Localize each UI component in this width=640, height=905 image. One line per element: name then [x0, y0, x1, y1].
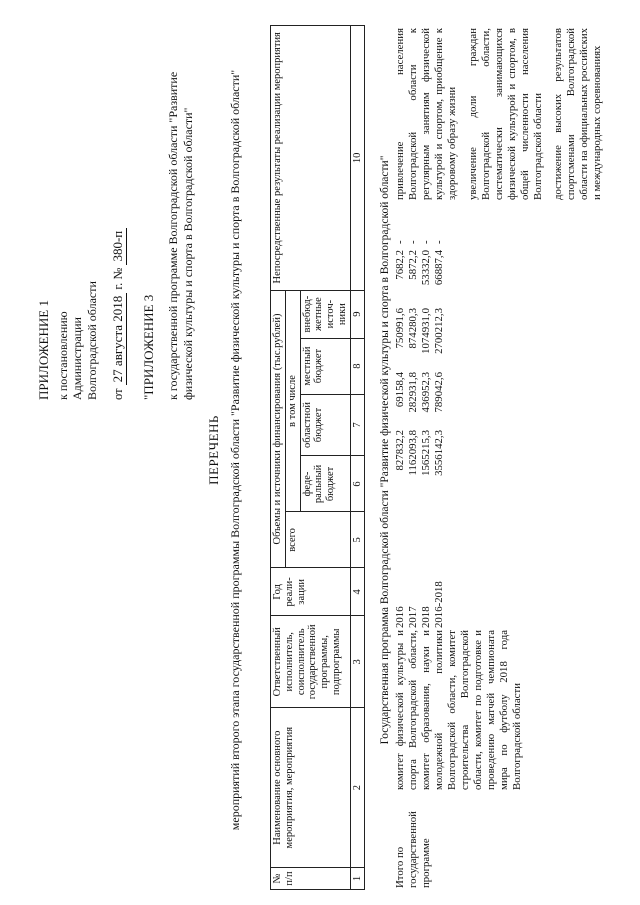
header-year: Год реали-зации: [271, 568, 351, 616]
list-subtitle: мероприятий второго этапа государственной программы Волгоградской области "Развитие физической культуры и спорта в Волгоградской области": [227, 69, 242, 831]
funding-table-header: [270, 25, 365, 890]
extra-value: -: [394, 240, 406, 244]
row-local: [394, 250, 446, 306]
col-number: 4: [350, 568, 365, 616]
annex-date-line: [110, 20, 127, 400]
regional-value: 750991,6: [394, 308, 406, 349]
date-value: 27 августа 2018: [110, 293, 127, 386]
row-years: [394, 536, 446, 628]
annex-line-2: Администрации: [70, 317, 85, 400]
header-extra-budget: внебюд-жетные источ-ники: [300, 290, 350, 338]
header-results: Непосредственные результаты реализации мероприятия: [271, 26, 351, 291]
annex-line-3: Волгоградской области: [85, 281, 100, 400]
header-total: всего: [285, 512, 350, 568]
row-extra-budget: [394, 204, 446, 244]
col-number: 6: [350, 456, 365, 512]
header-volumes: Объемы и источники финансирования (тыс.рублей): [271, 290, 286, 568]
col-number: 3: [350, 616, 365, 708]
federal-value: 436952,3: [419, 372, 432, 413]
total-value: 1162093,8: [406, 430, 419, 476]
row-federal: [394, 372, 446, 428]
col-number: 8: [350, 338, 365, 394]
federal-value: 789042,6: [432, 372, 445, 413]
federal-value: 69158,4: [394, 372, 406, 408]
heading-block: [206, 35, 242, 865]
col-number: 7: [350, 394, 365, 456]
result-item: привлечение населения Волгоградской области к регулярным занятиям физической культурой и спортом, приобщение к здоровому образу жизни: [394, 28, 458, 200]
header-federal: феде-ральный бюджет: [300, 456, 350, 512]
annex-3-text: к государственной программе Волгоградской области "Развитие физической культуры и спорта в Волгоградской области": [166, 71, 196, 400]
total-value: 827832,2: [394, 430, 406, 471]
col-number: 9: [350, 290, 365, 338]
row-executor: комитет физической культуры и спорта Волгоградской области, комитет образования, науки и молодежной политики Волгоградской области, комитет строительства Волгоградской области, комитет по подготовке и проведению матчей чемпионата мира по футболу 2018 года Волгоградской области: [394, 630, 523, 790]
date-year-suffix: г. №: [110, 267, 125, 290]
total-value: 3556142,3: [432, 430, 445, 476]
row-results: [394, 28, 612, 200]
regional-value: 1074931,0: [419, 308, 432, 354]
annex-title: ПРИЛОЖЕНИЕ 1: [36, 300, 51, 400]
annex-line-1: к постановлению: [55, 311, 70, 400]
result-item: достижение высоких результатов спортсменами Волгоградской области на официальных российских и международных соревнованиях: [552, 28, 604, 200]
col-number: 5: [350, 512, 365, 568]
federal-value: 282931,8: [406, 372, 419, 413]
program-title: Государственная программа Волгоградской области "Развитие физической культуры и спорта в Волгоградской области": [379, 155, 391, 745]
row-regional: [394, 308, 446, 370]
header-executor: Ответственный исполнитель, соисполнитель государственной программы, подпрограммы: [271, 616, 351, 708]
header-name: Наименование основного мероприятия, мероприятия: [271, 708, 351, 868]
header-no: № п/п: [271, 868, 351, 890]
local-value: 53332,0: [419, 250, 432, 286]
extra-value: -: [406, 240, 419, 244]
local-value: 5872,2: [406, 250, 419, 280]
year-value: 2016: [394, 606, 406, 628]
year-value: 2018: [419, 606, 432, 628]
list-title: ПЕРЕЧЕНЬ: [206, 415, 221, 485]
col-number: 10: [350, 26, 365, 291]
year-value: 2017: [406, 606, 419, 628]
header-regional: областной бюджет: [300, 394, 350, 456]
header-local: местный бюджет: [300, 338, 350, 394]
document-number: 380-п: [110, 228, 127, 265]
year-value: 2016-2018: [432, 581, 445, 628]
extra-value: -: [432, 240, 445, 244]
total-value: 1565215,3: [419, 430, 432, 476]
result-item: увеличение доли граждан Волгоградской области, систематически занимающихся физической культурой и спортом, в общей численности населения Волгоградской области: [466, 28, 544, 200]
annex-block: [36, 20, 196, 400]
row-total: [394, 430, 446, 484]
regional-value: 874280,3: [406, 308, 419, 349]
annex-3-title: "ПРИЛОЖЕНИЕ 3: [140, 294, 156, 400]
local-value: 7682,2: [394, 250, 406, 280]
date-prefix: от: [110, 388, 125, 400]
row-name: Итого по государственной программе: [394, 811, 432, 888]
col-number: 1: [350, 868, 365, 890]
extra-value: -: [419, 240, 432, 244]
header-including: в том числе: [285, 290, 300, 512]
regional-value: 2700212,3: [432, 308, 445, 354]
local-value: 66887,4: [432, 250, 445, 286]
col-number: 2: [350, 708, 365, 868]
